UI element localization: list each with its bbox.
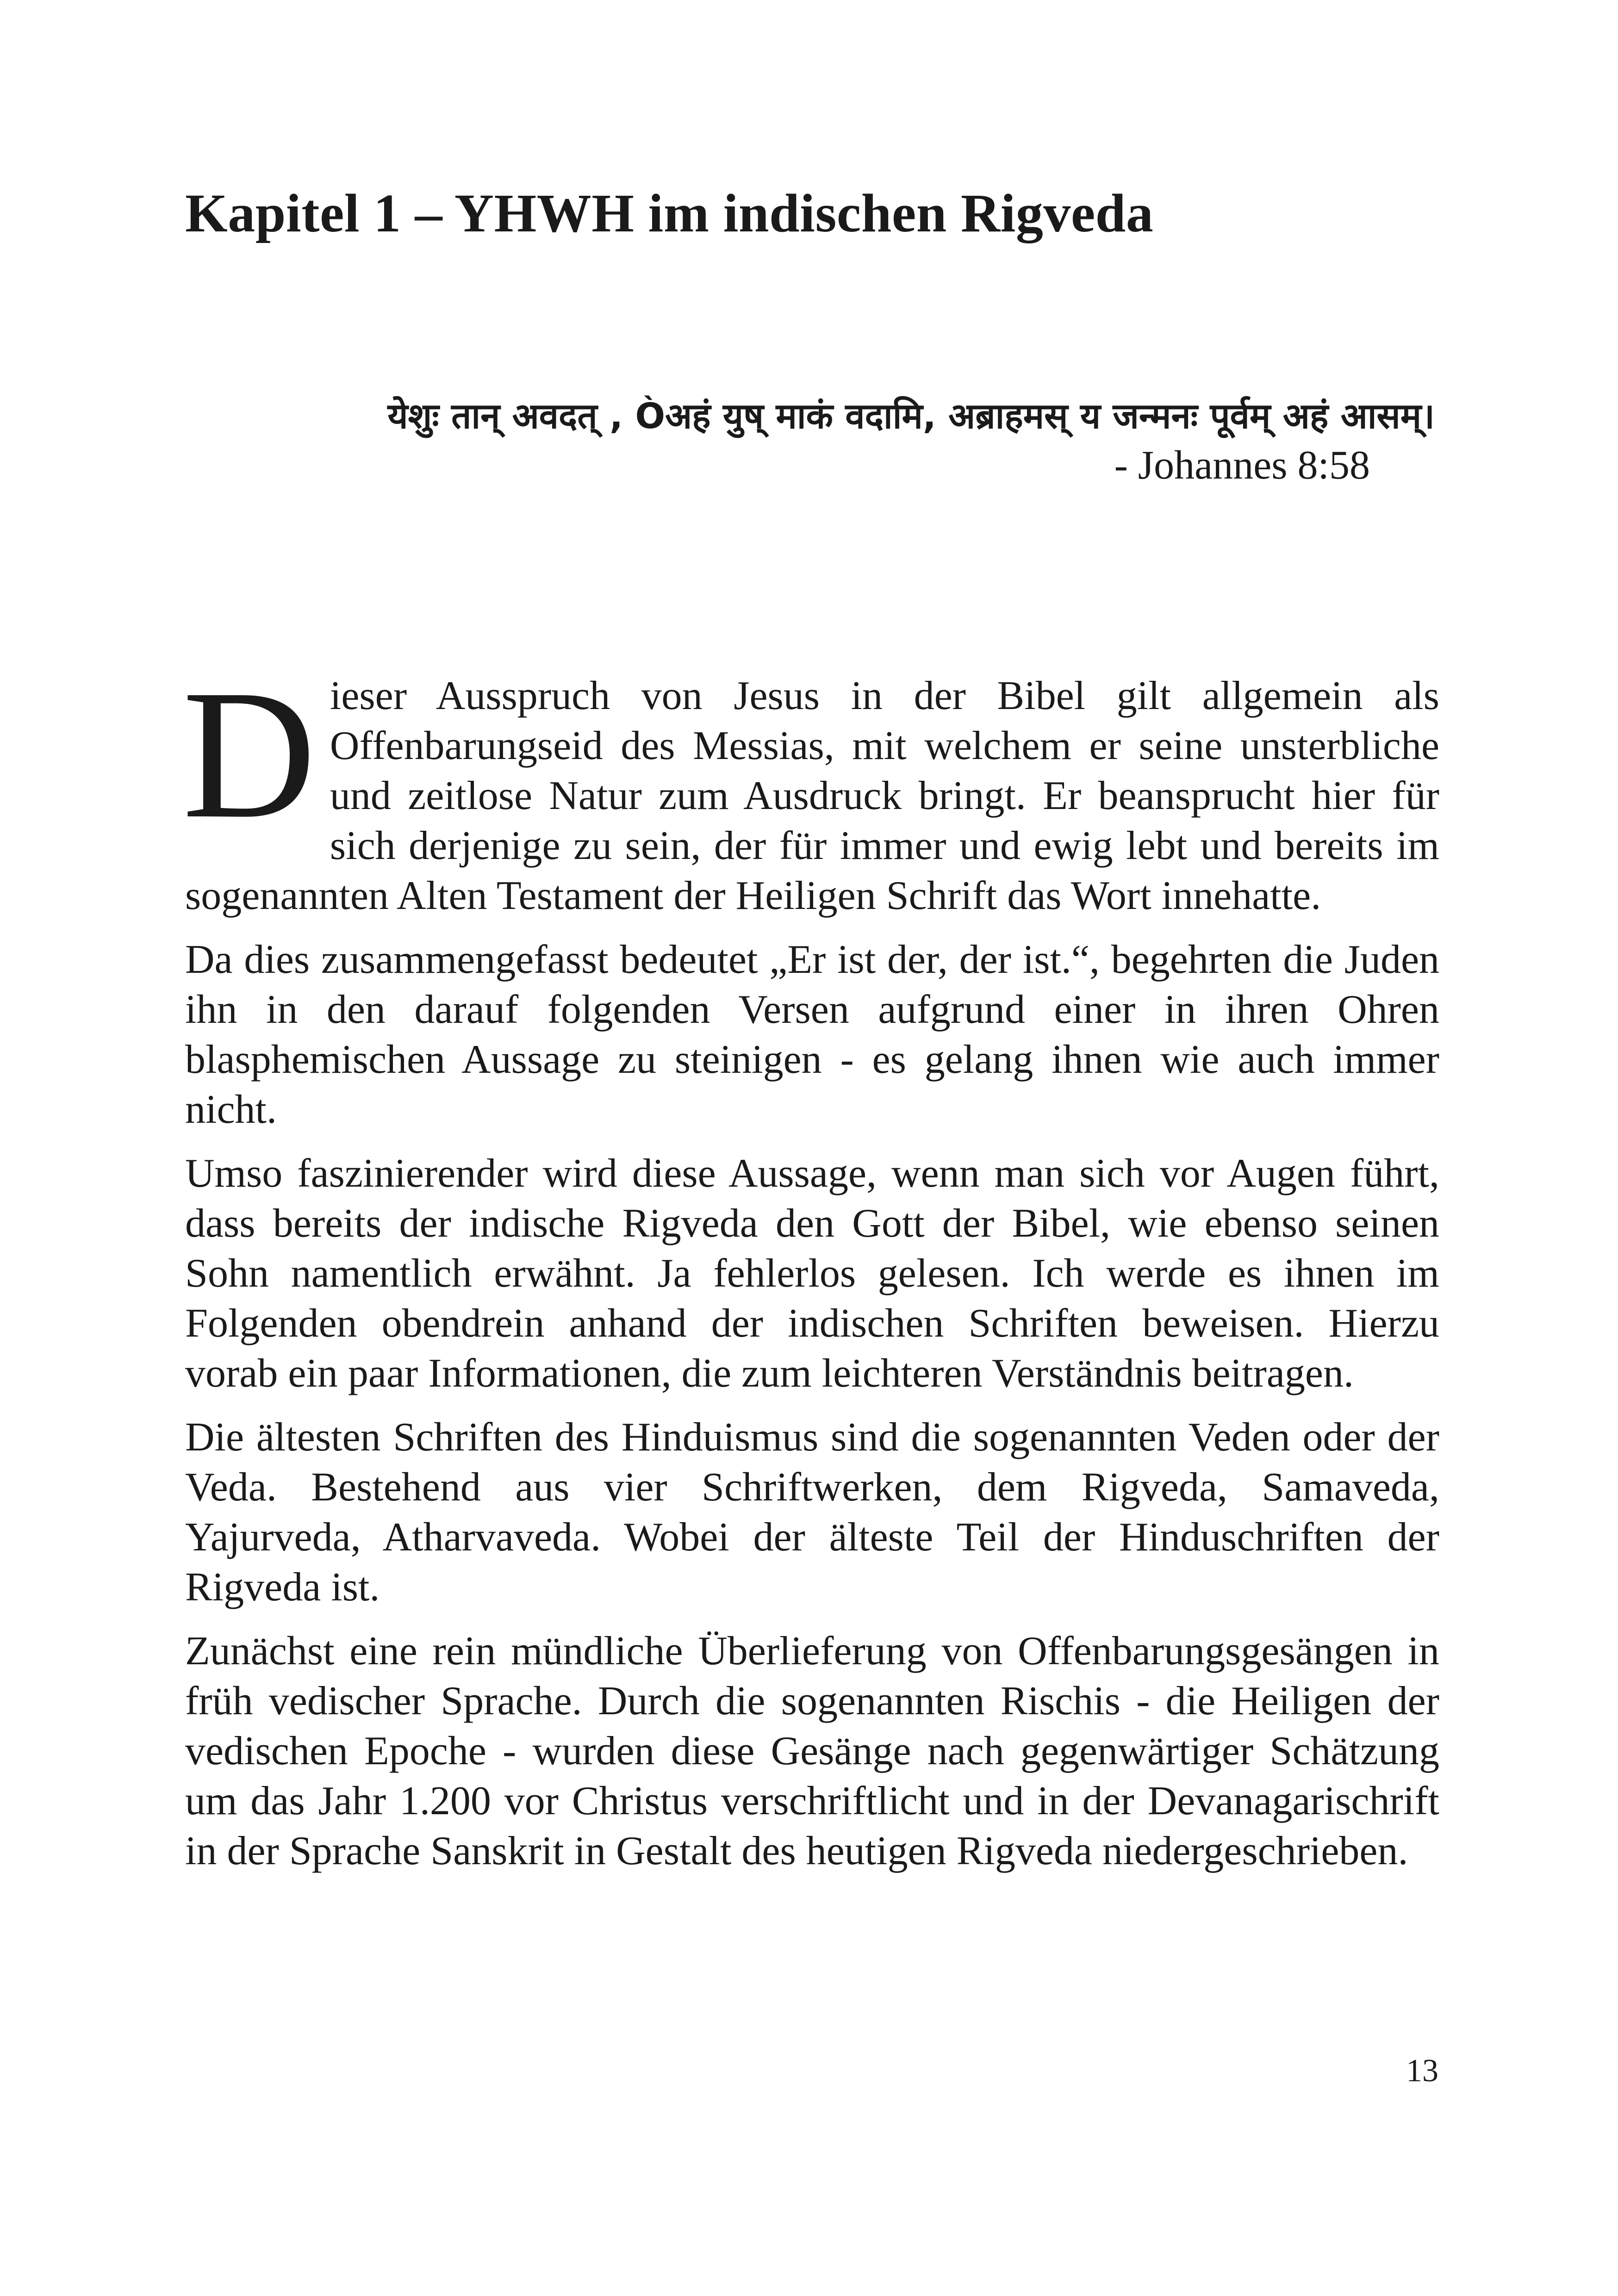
paragraph-2: Da dies zusammengefasst bedeutet „Er ist der, der ist.“, begehrten die Juden ihn in den darauf folgenden Versen aufgrund einer in ihren Ohren blasphemischen Aussage zu steinigen - es gelang ihnen wie auch immer nicht. xyxy=(185,937,1439,1132)
body-text xyxy=(182,652,1439,1890)
paragraph-5: Zunächst eine rein mündliche Überlieferung von Offenbarungsgesängen in früh vedischer Sprache. Durch die sogenannten Rischis - die Heiligen der vedischen Epoche - wurden diese Gesänge nach gegenwärtiger Schätzung um das Jahr 1.200 vor Christus verschriftlicht und in der Devanagarischrift in der Sprache Sanskrit in Gestalt des heutigen Rigveda niedergeschrieben. xyxy=(185,1629,1439,1873)
drop-cap: D xyxy=(182,652,316,857)
paragraph-3: Umso faszinierender wird diese Aussage, wenn man sich vor Augen führt, dass bereits der indische Rigveda den Gott der Bibel, wie ebenso seinen Sohn namentlich erwähnt. Ja fehlerlos gelesen. Ich werde es ihnen im Folgenden obendrein anhand der indischen Schriften beweisen. Hierzu vorab ein paar Informationen, die zum leichteren Verständnis beitragen. xyxy=(185,1151,1439,1396)
epigraph-source: - Johannes 8:58 xyxy=(1114,442,1370,488)
paragraph-1-text: ieser Ausspruch von Jesus in der Bibel gilt allgemein als Offenbarungseid des Messias, mit welchem er seine unsterbliche und zeitlose Natur zum Ausdruck bringt. Er beansprucht hier für sich derjenige zu sein, der für immer und ewig lebt und bereits im sogenannten Alten Testament der Heiligen Schrift das Wort innehatte. xyxy=(185,673,1439,918)
epigraph-verse: येशुः तान् अवदत् , Òअहं युष् माकं वदामि, अब्राहमस् य जन्मनः पूर्वम् अहं आसम्। xyxy=(387,395,1435,436)
paragraph-1 xyxy=(182,652,1439,921)
epigraph xyxy=(185,393,1435,492)
paragraph-4: Die ältesten Schriften des Hinduismus sind die sogenannten Veden oder der Veda. Bestehend aus vier Schriftwerken, dem Rigveda, Samaveda, Yajurveda, Atharvaveda. Wobei der älteste Teil der Hinduschriften der Rigveda ist. xyxy=(185,1415,1439,1610)
page-number: 13 xyxy=(1406,2053,1438,2089)
chapter-title: Kapitel 1 – YHWH im indischen Rigveda xyxy=(185,183,1154,243)
